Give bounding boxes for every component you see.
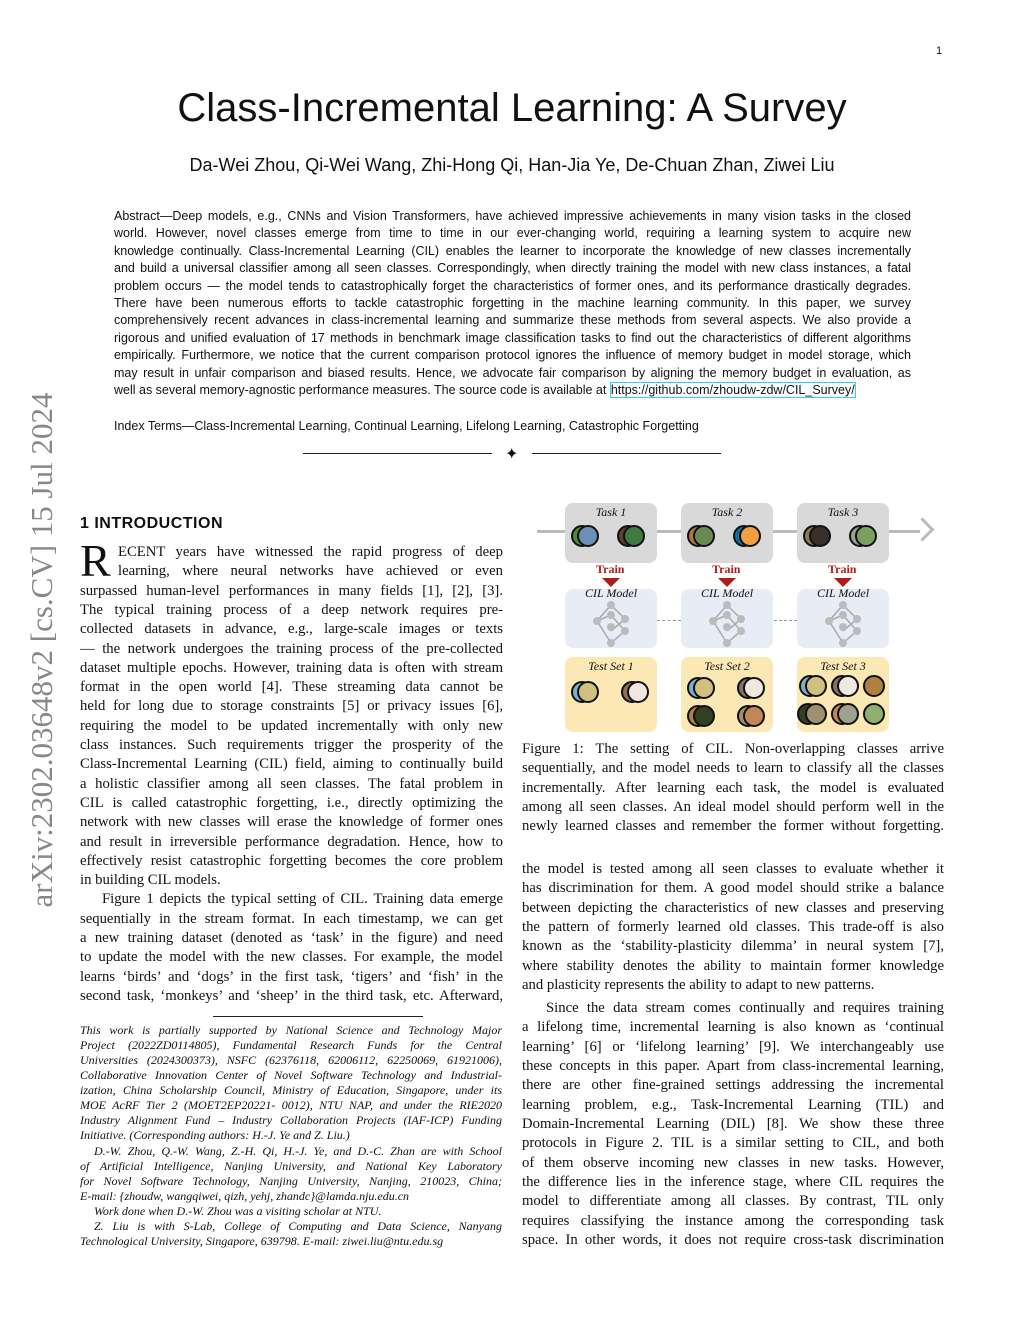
footnote-line: Z. Liu is with S-Lab, College of Computing and Data Science, Nanyang <box>94 1218 502 1233</box>
body-line: of them observe incoming new classes in new tasks. However, <box>522 1154 944 1171</box>
class-image <box>805 703 827 725</box>
body-line: held for long due to storage constraints [5] or privacy issues [6], <box>80 698 503 715</box>
body-line: — the network undergoes the training process of the pre-collected <box>80 640 503 657</box>
arrow-head-icon <box>910 517 934 541</box>
body-line: these concepts in this paper. Apart from class-incremental learning, <box>522 1057 944 1074</box>
body-line: between depicting the characteristics of new classes and preserving <box>522 899 944 916</box>
class-image <box>805 675 827 697</box>
body-line: dataset multiple epochs. However, training data is often with stream <box>80 659 503 676</box>
footnote-line: D.-W. Zhou, Q.-W. Wang, Z.-H. Qi, H.-J. Ye, and D.-C. Zhan are with School <box>94 1143 502 1158</box>
network-icon <box>823 601 863 647</box>
train-label: Train <box>596 562 625 576</box>
dashed-link <box>657 620 681 621</box>
test-set-box-3 <box>797 657 889 732</box>
class-image <box>863 675 885 697</box>
body-line: The typical training process of a deep network requires pre- <box>80 601 503 618</box>
abstract-text: well as several memory-agnostic performance measures. The source code is available at <box>114 383 610 397</box>
class-image <box>837 703 859 725</box>
footnote-line: Work done when D.-W. Zhou was a visiting scholar at NTU. <box>94 1203 382 1218</box>
source-code-link[interactable]: https://github.com/zhoudw-zdw/CIL_Survey/ <box>610 383 855 397</box>
footnote-line: E-mail: {zhoudw, wangqiwei, qizh, yehj, zhandc}@lamda.nju.edu.cn <box>80 1188 410 1203</box>
test-set-label: Test Set 2 <box>704 659 750 673</box>
abstract-line: and build a universal classifier among all seen classes. Correspondingly, when directly training the model with new class instances, a fatal <box>114 261 911 276</box>
abstract-line: empirically. Furthermore, we notice that the current comparison protocol ignores the influence of memory budget in model storage, which <box>114 348 911 363</box>
abstract-line: comprehensively recent advances in class-incremental learning and summarize these methods from several aspects. We also provide a <box>114 313 911 328</box>
class-image <box>693 525 715 547</box>
body-line: class instances. Such requirements trigger the prosperity of the <box>80 737 503 753</box>
separator-left <box>303 453 492 454</box>
body-line: requires classifying the instance among the corresponding task <box>522 1212 944 1229</box>
body-line: the difference lies in the inference stage, where CIL requires the <box>522 1173 944 1190</box>
footnote-line: of Artificial Intelligence, Nanjing University, and National Key Laboratory <box>80 1158 502 1173</box>
task-label: Task 2 <box>711 505 743 519</box>
train-label: Train <box>828 562 857 576</box>
body-line: effectively resist catastrophic forgetting becomes the core problem <box>80 852 503 869</box>
body-line: learns ‘birds’ and ‘dogs’ in the first task, ‘tigers’ and ‘fish’ in the <box>80 968 503 985</box>
network-icon <box>707 601 747 647</box>
class-image <box>809 525 831 547</box>
test-set-label: Test Set 1 <box>588 659 634 673</box>
class-image <box>693 705 715 727</box>
class-image <box>739 525 761 547</box>
body-line: space. In other words, it does not require cross-task discrimination <box>522 1231 944 1248</box>
footnote-line: for Novel Software Technology, Nanjing University, Nanjing, 210023, China; <box>80 1173 502 1188</box>
class-image <box>623 525 645 547</box>
footnote-line: Project (2022ZD0114805), Fundamental Research Funds for the Central <box>80 1038 502 1053</box>
body-line: a new training dataset (denoted as ‘task’ in the figure) and need <box>80 930 503 946</box>
body-line: CIL is called catastrophic forgetting, i.e., directly optimizing the <box>80 794 503 811</box>
index-terms: Index Terms—Class-Incremental Learning, Continual Learning, Lifelong Learning, Catastrophic Forgetting <box>114 419 699 433</box>
footnote-line: Industry Alignment Fund – Industry Collaboration Projects (IAF-ICP) Funding <box>80 1113 502 1128</box>
task-box-2 <box>681 503 773 563</box>
footnote-line: This work is partially supported by National Science and Technology Major <box>80 1023 502 1037</box>
abstract-line: problem occurs — the model tends to catastrophically forget the characteristics of former ones, and its performance drastically degrades. <box>114 278 911 293</box>
dashed-link <box>774 620 797 621</box>
footnote-line: Initiative. (Corresponding authors: H.-J. Ye and Z. Liu.) <box>80 1128 350 1143</box>
body-line: surpassed human-level performances in many fields [1], [2], [3]. <box>80 582 503 599</box>
body-line: has discrimination for them. A good model should strike a balance <box>522 880 944 897</box>
author-list: Da-Wei Zhou, Qi-Wei Wang, Zhi-Hong Qi, Han-Jia Ye, De-Chuan Zhan, Ziwei Liu <box>189 155 835 175</box>
caption-line: incrementally. After learning each task, the model is evaluated <box>522 779 944 796</box>
body-line: model to differentiate among all classes. By contrast, TIL only <box>522 1193 944 1210</box>
abstract-line: world. However, novel classes emerge from time to time in our ever-changing world, requiring a learning system to acquire new <box>114 226 911 241</box>
test-set-label: Test Set 3 <box>820 659 866 673</box>
body-line: to update the model with the new classes. For example, the model <box>80 949 503 966</box>
body-line: the pattern of formerly learned old classes. This trade-off is also <box>522 918 944 935</box>
body-line: a lifelong time, incremental learning is also known as ‘continual <box>522 1019 944 1036</box>
model-box-2 <box>681 586 773 648</box>
body-line: where stability denotes the ability to maintain former knowledge <box>522 957 944 974</box>
separator-diamond-icon: ✦ <box>505 446 519 463</box>
body-line: ECENT years have witnessed the rapid progress of deep <box>118 544 503 560</box>
caption-line: newly learned classes and remember the former without forgetting. <box>522 818 944 834</box>
body-line: Class-Incremental Learning (CIL) field, aiming to continually build <box>80 756 503 773</box>
body-line: learning’ [6] or ‘lifelong learning’ [9]. We interchangeably use <box>522 1038 944 1055</box>
arxiv-stamp: arXiv:2302.03648v2 [cs.CV] 15 Jul 2024 <box>24 392 59 908</box>
abstract-line: may result in unfair comparison and biased results. Hence, we advocate fair comparison by aligning the memory budget in evaluation, as <box>114 365 911 380</box>
class-image <box>837 675 859 697</box>
class-image <box>577 681 599 703</box>
body-line: requiring the model to be updated incrementally with only new <box>80 717 503 734</box>
body-line: a holistic classifier among all seen classes. The fatal problem in <box>80 775 503 792</box>
body-line: the model is tested among all seen classes to evaluate whether it <box>522 861 944 877</box>
abstract-line <box>114 382 911 398</box>
body-line: and plasticity represents the ability to adapt to new patterns. <box>522 976 875 993</box>
body-line: protocols in Figure 2. TIL is a similar setting to CIL, and both <box>522 1135 944 1152</box>
footnote-line: Universities (2024300373), NSFC (62376118, 62006112, 62250069, 61921006), <box>80 1053 502 1068</box>
abstract-line: There have been numerous efforts to tackle catastrophic forgetting in the machine learning community. In this paper, we survey <box>114 296 911 310</box>
task-box-1 <box>565 503 657 563</box>
footnote-line: Collaborative Innovation Center of Novel Software Technology and Industrial- <box>80 1068 502 1083</box>
model-label: CIL Model <box>584 586 638 600</box>
caption-line: Figure 1: The setting of CIL. Non-overlapping classes arrive <box>522 741 944 757</box>
drop-cap: R <box>80 535 111 586</box>
body-line: Since the data stream comes continually and requires training <box>546 1000 944 1016</box>
body-line: network with new classes will erase the knowledge of former ones <box>80 814 503 831</box>
class-image <box>743 705 765 727</box>
separator-right <box>532 453 721 454</box>
model-box-1 <box>565 586 657 648</box>
body-line: Domain-Incremental Learning (DIL) [8]. We show these three <box>522 1115 944 1132</box>
abstract-line: rigorous and unified evaluation of 17 methods in benchmark image classification tasks to find out the characteristics of different algorithms <box>114 330 911 345</box>
section-heading: 1 INTRODUCTION <box>80 515 223 532</box>
class-image <box>743 677 765 699</box>
footnote-rule <box>213 1016 423 1017</box>
footnote-line: MOE AcRF Tier 2 (MOET2EP20221- 0012), NTU NAP, and under the RIE2020 <box>80 1098 502 1113</box>
abstract-line: Abstract—Deep models, e.g., CNNs and Vision Transformers, have achieved impressive achievements in many vision tasks in the closed <box>114 209 911 223</box>
body-line: collected datasets in advance, e.g., large-scale images or texts <box>80 621 503 638</box>
footnote-line: Technological University, Singapore, 639798. E-mail: ziwei.liu@ntu.edu.sg <box>80 1233 444 1248</box>
model-box-3 <box>797 586 889 648</box>
body-line: second task, ‘monkeys’ and ‘sheep’ in the third task, etc. Afterward, <box>80 987 503 1004</box>
class-image <box>855 525 877 547</box>
class-image <box>863 703 885 725</box>
body-line: sequentially in the stream format. In each timestamp, we can get <box>80 910 503 927</box>
caption-line: among all seen classes. An ideal model should perform well in the <box>522 798 944 815</box>
class-image <box>693 677 715 699</box>
task-label: Task 3 <box>827 505 859 519</box>
paper-title: Class-Incremental Learning: A Survey <box>177 86 847 130</box>
body-line: there are other fine-grained settings addressing the incremental <box>522 1077 944 1094</box>
class-image <box>627 681 649 703</box>
test-set-box-1 <box>565 657 657 732</box>
body-line: Figure 1 depicts the typical setting of CIL. Training data emerge <box>102 891 503 908</box>
task-label: Task 1 <box>595 505 627 519</box>
page-number: 1 <box>936 45 943 57</box>
test-set-box-2 <box>681 657 773 732</box>
body-line: format in the open world [4]. These streaming data cannot be <box>80 679 503 696</box>
abstract-line: knowledge continually. Class-Incremental Learning (CIL) enables the learner to incorporate the knowledge of new classes incrementally <box>114 243 911 258</box>
body-line: learning, where neural networks have achieved or even <box>118 563 503 580</box>
class-image <box>577 525 599 547</box>
model-label: CIL Model <box>700 586 754 600</box>
caption-line: sequentially, and the model needs to learn to classify all the classes <box>522 760 944 777</box>
footnote-line: ization, China Scholarship Council, Ministry of Education, Singapore, under its <box>80 1083 502 1098</box>
body-line: learning problem, e.g., Task-Incremental Learning (TIL) and <box>522 1096 944 1113</box>
model-label: CIL Model <box>816 586 870 600</box>
body-line: known as the ‘stability-plasticity dilemma’ in neural system [7], <box>522 938 944 955</box>
body-line: and result in irreversible performance degradation. Hence, how to <box>80 833 503 850</box>
task-box-3 <box>797 503 889 563</box>
body-line: in building CIL models. <box>80 872 221 889</box>
train-label: Train <box>712 562 741 576</box>
network-icon <box>591 601 631 647</box>
